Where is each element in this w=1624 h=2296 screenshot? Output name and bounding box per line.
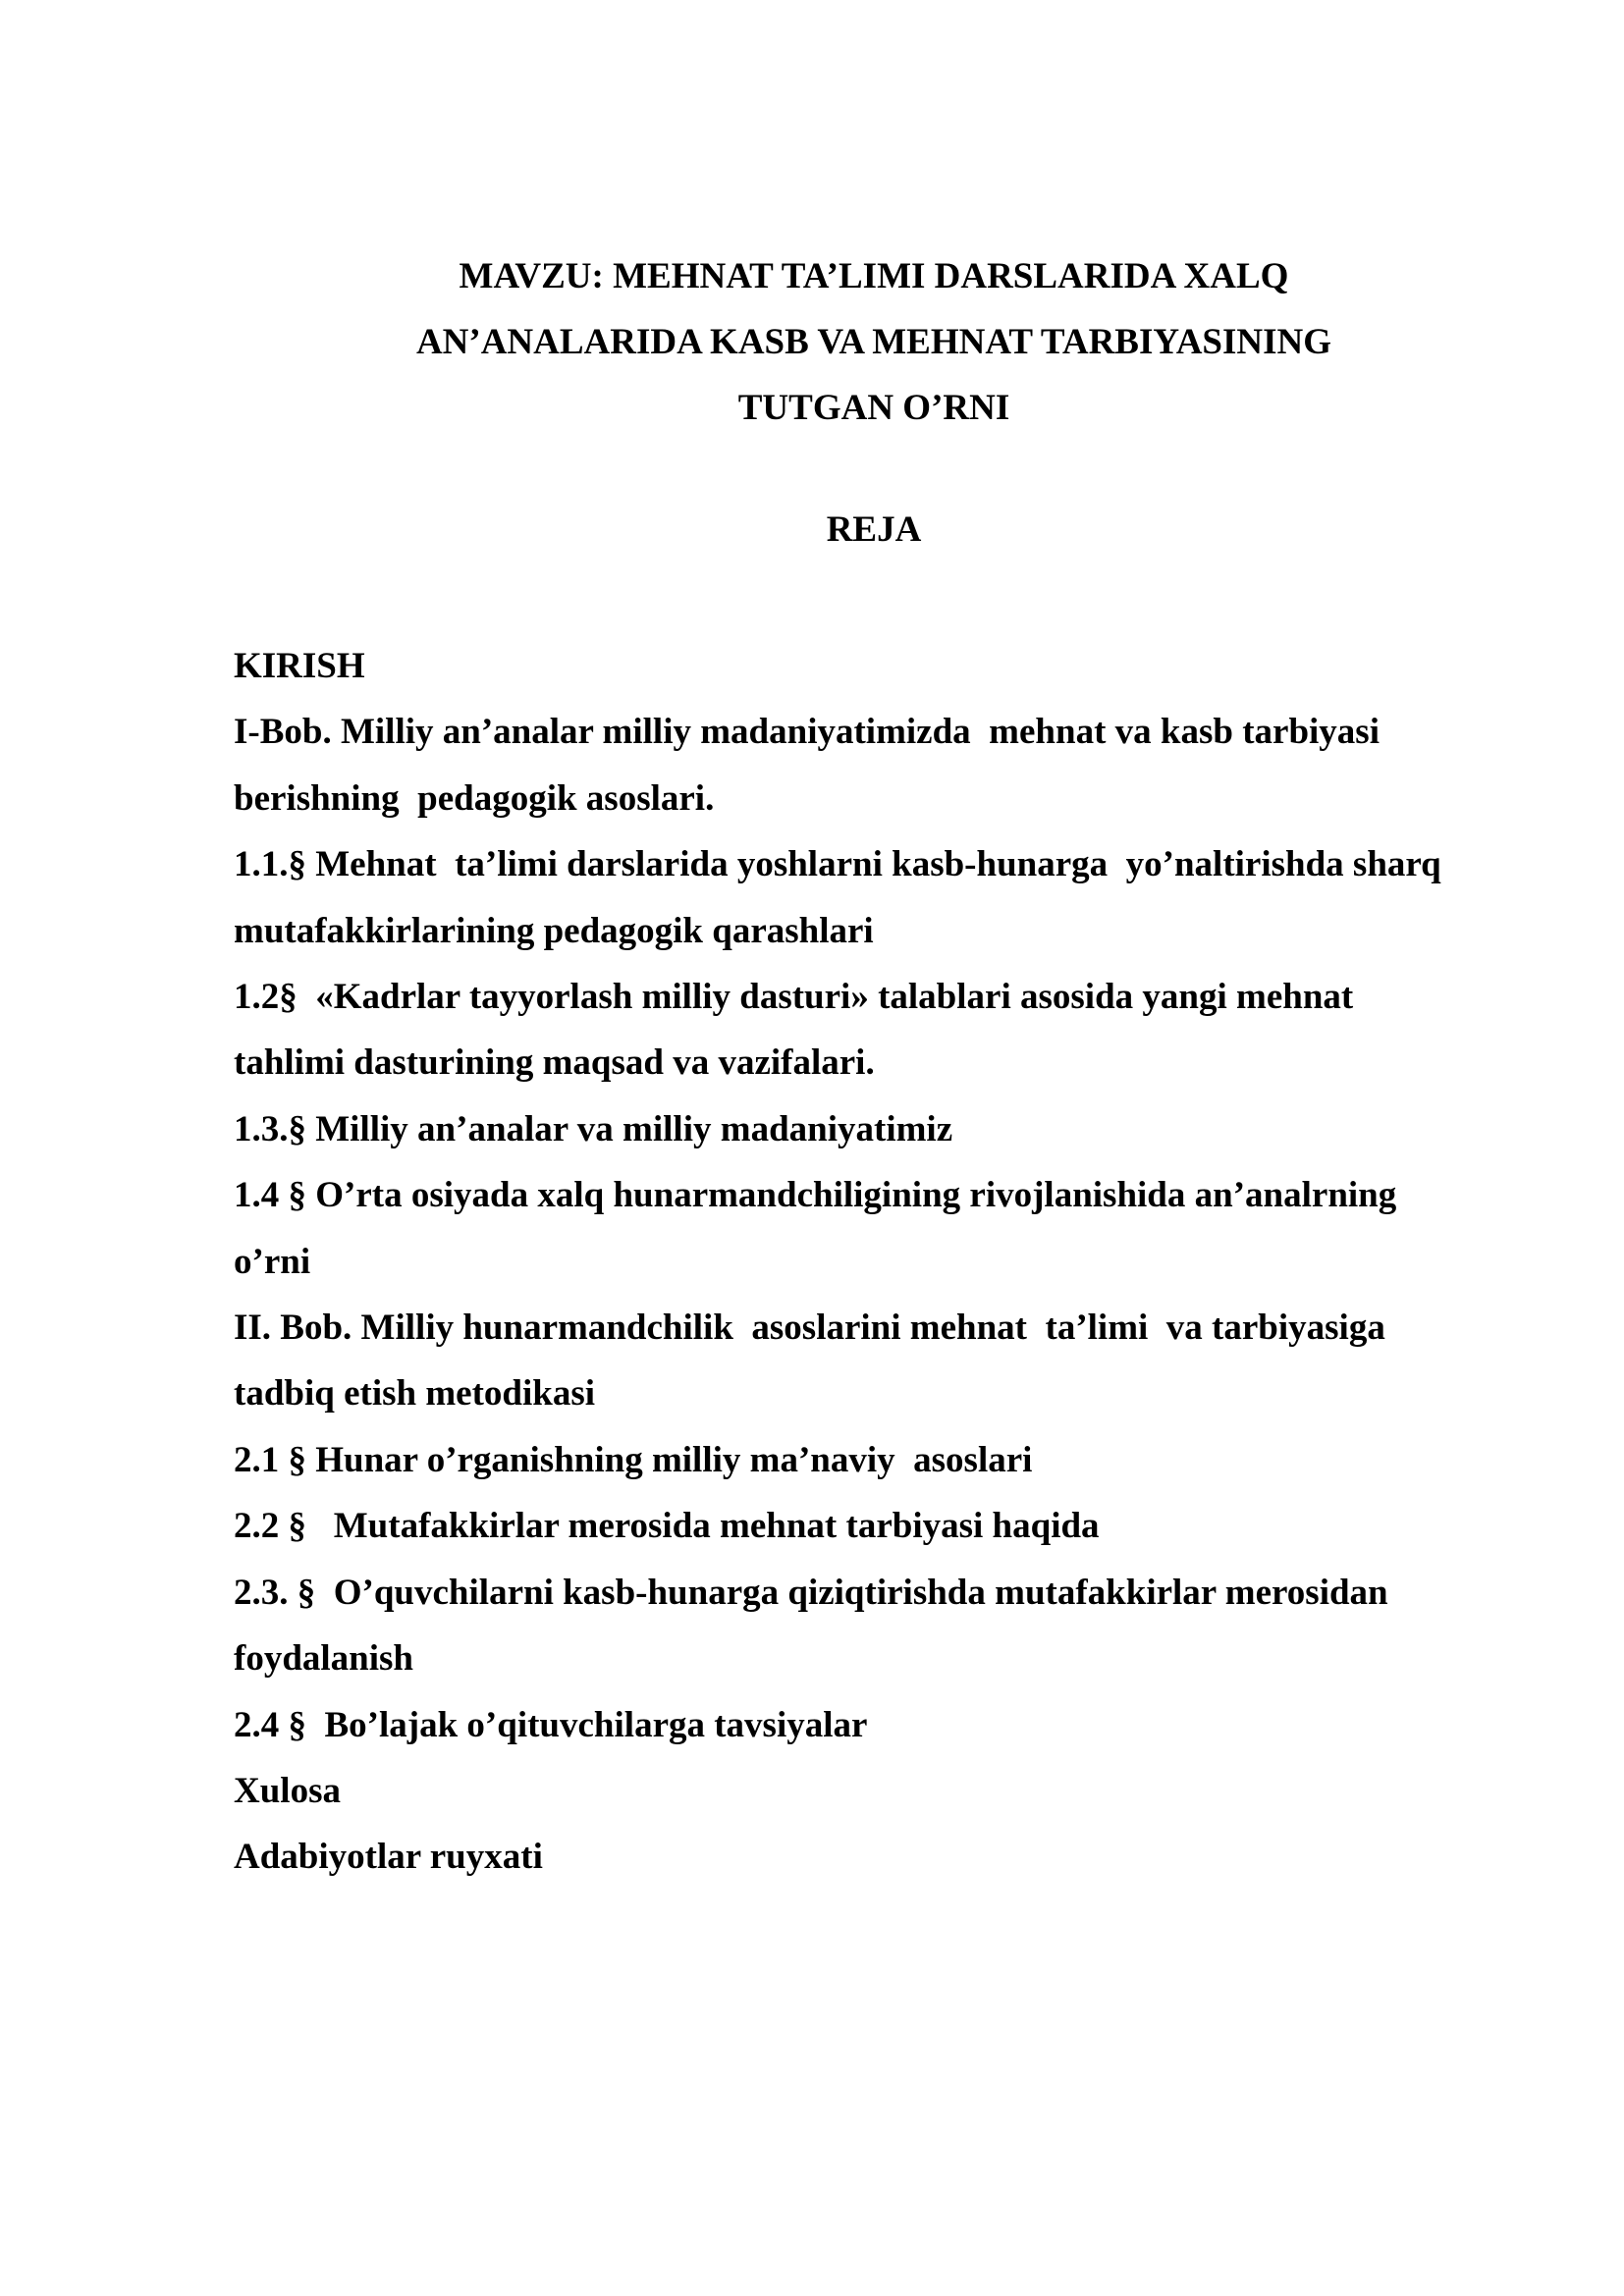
title-line-1: MAVZU: MEHNAT TA’LIMI DARSLARIDA XALQ [459, 256, 1289, 296]
toc-line-section-2-1: 2.1 § Hunar o’rganishning milliy ma’naviy asoslari [234, 1439, 1033, 1480]
toc-line-chapter-1-cont: berishning pedagogik asoslari. [234, 777, 715, 819]
toc-line-section-1-4: 1.4 § O’rta osiyada xalq hunarmandchiligining rivojlanishida an’analrning [234, 1175, 1397, 1216]
toc-line-references: Adabiyotlar ruyxati [234, 1837, 543, 1878]
toc-line-section-2-4: 2.4 § Bo’lajak o’qituvchilarga tavsiyalar [234, 1704, 868, 1745]
toc-line-introduction: KIRISH [234, 646, 365, 686]
toc-line-conclusion: Xulosa [234, 1770, 341, 1811]
toc-line-section-1-2-cont: tahlimi dasturining maqsad va vazifalari. [234, 1042, 875, 1084]
toc-line-section-1-1-cont: mutafakkirlarining pedagogik qarashlari [234, 910, 874, 951]
document-title [196, 243, 1551, 441]
plan-heading: REJA [826, 509, 922, 550]
toc-line-chapter-2: II. Bob. Milliy hunarmandchilik asoslarini mehnat ta’limi va tarbiyasiga [234, 1308, 1385, 1349]
table-of-contents [234, 633, 1569, 1891]
toc-line-section-2-3: 2.3. § O’quvchilarni kasb-hunarga qiziqtirishda mutafakkirlar merosidan [234, 1572, 1388, 1613]
toc-line-section-1-1: 1.1.§ Mehnat ta’limi darslarida yoshlarni kasb-hunarga yo’naltirishda sharq [234, 844, 1441, 885]
toc-line-chapter-1: I-Bob. Milliy an’analar milliy madaniyatimizda mehnat va kasb tarbiyasi [234, 712, 1380, 753]
toc-line-section-1-3: 1.3.§ Milliy an’analar va milliy madaniyatimiz [234, 1108, 953, 1149]
toc-line-section-2-3-cont: foydalanish [234, 1638, 414, 1680]
title-line-2: AN’ANALARIDA KASB VA MEHNAT TARBIYASINING [415, 322, 1332, 362]
toc-line-chapter-2-cont: tadbiq etish metodikasi [234, 1373, 596, 1415]
toc-line-section-1-2: 1.2§ «Kadrlar tayyorlash milliy dasturi» talablari asosida yangi mehnat [234, 977, 1354, 1018]
toc-line-section-1-4-cont: o’rni [234, 1241, 311, 1282]
toc-line-section-2-2: 2.2 § Mutafakkirlar merosida mehnat tarbiyasi haqida [234, 1506, 1100, 1547]
title-line-3: TUTGAN O’RNI [737, 388, 1010, 428]
